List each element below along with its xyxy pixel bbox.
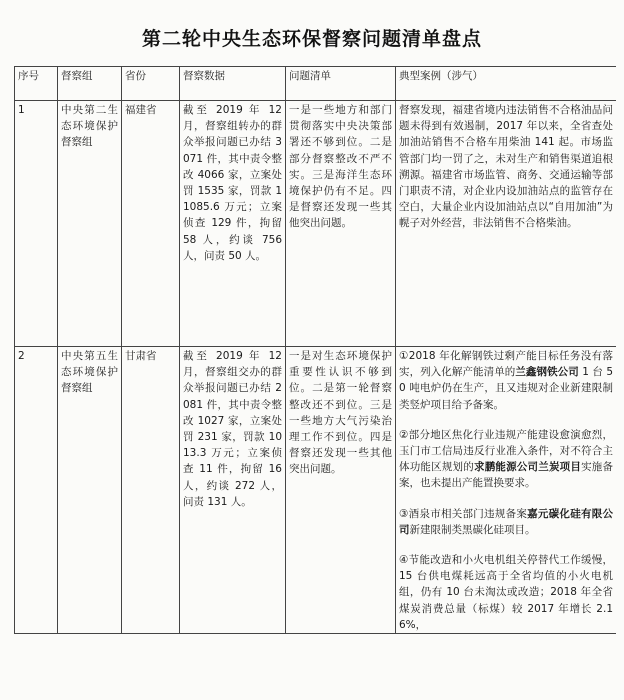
row-data: 截至 2019 年 12 月，督察组转办的群众举报问题已办结 3071 件，其中责令整改 4066 家，立案处罚 1535 家，罚款 11085.6 万元；立案侦查 129 件，拘留 58 人，约谈 756 人，问责 50 人。	[180, 101, 286, 347]
inspection-table	[14, 66, 616, 634]
case-paragraph: ①2018 年化解钢铁过剩产能目标任务没有落实，列入化解产能清单的兰鑫钢铁公司 1 台 50 吨电炉仍在生产，且又违规对企业新建限制类竖炉项目给予备案。	[399, 350, 614, 411]
header-cases: 典型案例（涉气）	[396, 67, 617, 101]
table-row	[15, 101, 617, 347]
row-cases	[396, 347, 617, 634]
row-cases	[396, 101, 617, 347]
case-paragraph: ②部分地区焦化行业违规产能建设愈演愈烈，玉门市工信局违反行业准入条件，对不符合主体功能区规划的求鹏能源公司兰炭项目实施备案，也未提出产能置换要求。	[399, 428, 614, 490]
row-province: 福建省	[122, 101, 180, 347]
row-issues: 一是一些地方和部门贯彻落实中央决策部署还不够到位。二是部分督察整改不严不实。三是海洋生态环境保护仍有不足。四是督察还发现一些其他突出问题。	[286, 101, 396, 347]
table-row	[15, 347, 617, 634]
case-paragraph: ③酒泉市相关部门违规备案嘉元碳化硅有限公司新建限制类黑碳化硅项目。	[399, 507, 613, 536]
row-index: 1	[15, 101, 58, 347]
header-province: 省份	[122, 67, 180, 101]
header-index: 序号	[15, 67, 58, 101]
table-header-row	[15, 67, 617, 101]
document-page	[8, 6, 616, 700]
row-group: 中央第五生态环境保护督察组	[58, 347, 122, 634]
case-paragraph: ④节能改造和小火电机组关停替代工作缓慢，15 台供电煤耗远高于全省均值的小火电机组，仍有 10 台未淘汰或改造；2018 年全省煤炭消费总量（标煤）较 2017 年增长 2.16%，	[399, 554, 613, 631]
row-index: 2	[15, 347, 58, 634]
row-data: 截至 2019 年 12 月，督察组交办的群众举报问题已办结 2081 件，其中责令整改 1027 家，立案处罚 231 家，罚款 1013.3 万元；立案侦查 11 件，拘留 16 人，约谈 272 人，问责 131 人。	[180, 347, 286, 634]
row-issues: 一是对生态环境保护重要性认识不够到位。二是第一轮督察整改还不到位。三是一些地方大气污染治理工作不到位。四是督察还发现一些其他突出问题。	[286, 347, 396, 634]
case-paragraph: 督察发现，福建省境内违法销售不合格油品问题未得到有效遏制，2017 年以来，全省查处加油站销售不合格车用柴油 141 起。市场监管部门均一罚了之，未对生产和销售渠道追根溯源。福建省市场监管、商务、交通运输等部门职责不清，对企业内设加油站点的监管存在空白，大量企业内设加油站点以“自用加油”为幌子对外经营，非法销售不合格柴油。	[399, 104, 613, 230]
header-data: 督察数据	[180, 67, 286, 101]
row-group: 中央第二生态环境保护督察组	[58, 101, 122, 347]
document-title: 第二轮中央生态环保督察问题清单盘点	[141, 28, 482, 50]
header-group: 督察组	[58, 67, 122, 101]
row-province: 甘肃省	[122, 347, 180, 634]
header-issues: 问题清单	[286, 67, 396, 101]
